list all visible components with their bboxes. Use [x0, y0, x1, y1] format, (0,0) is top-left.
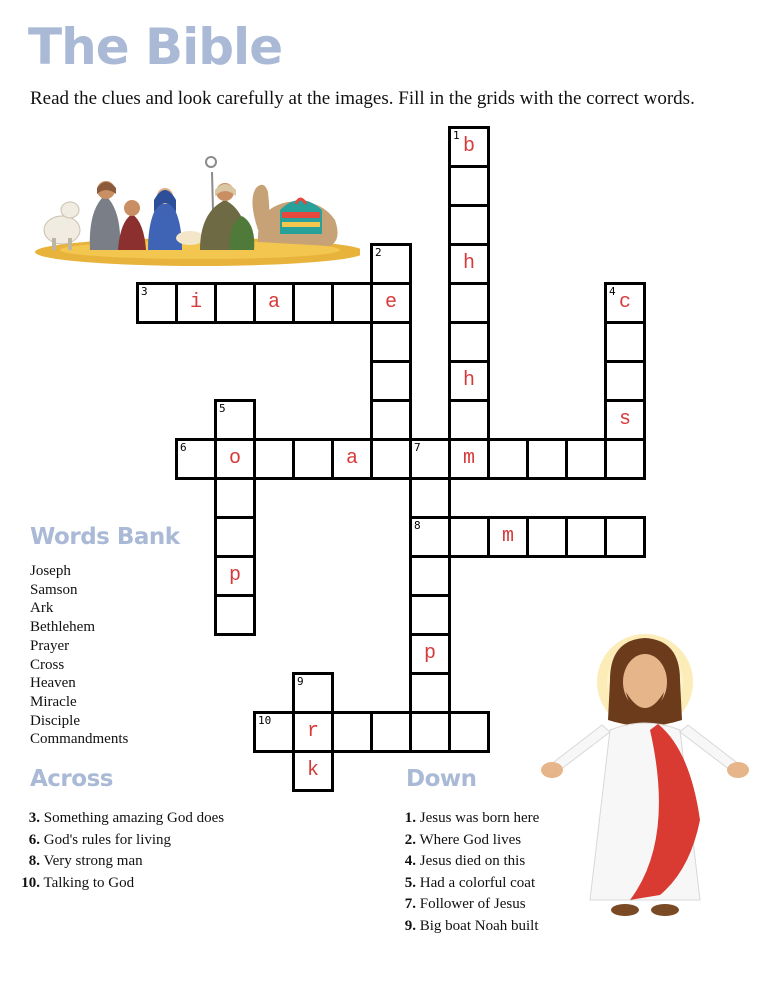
crossword-cell[interactable] [370, 399, 412, 441]
crossword-cell[interactable] [136, 282, 178, 324]
across-clue [16, 851, 224, 873]
crossword-cell[interactable] [253, 438, 295, 480]
given-letter: h [462, 252, 475, 275]
crossword-cell[interactable] [487, 516, 529, 558]
crossword-cell[interactable] [526, 438, 568, 480]
given-letter: e [384, 291, 397, 314]
crossword-cell[interactable] [565, 438, 607, 480]
crossword-cell[interactable] [409, 672, 451, 714]
clue-number-label: 9 [297, 675, 304, 688]
crossword-cell[interactable] [409, 555, 451, 597]
clue-number: 7. [404, 896, 416, 912]
given-letter: m [501, 525, 514, 548]
crossword-cell[interactable] [175, 282, 217, 324]
given-letter: k [306, 759, 319, 782]
across-clue [16, 873, 224, 895]
crossword-cell[interactable] [370, 438, 412, 480]
crossword-cell[interactable] [253, 711, 295, 753]
given-letter: m [462, 447, 475, 470]
crossword-cell[interactable] [370, 282, 412, 324]
clue-number-label: 10 [258, 714, 272, 727]
crossword-cell[interactable] [214, 555, 256, 597]
crossword-cell[interactable] [292, 672, 334, 714]
given-letter: p [423, 642, 436, 665]
clue-number-label: 5 [219, 402, 226, 415]
clue-text: Something amazing God does [43, 810, 225, 826]
crossword-cell[interactable] [448, 399, 490, 441]
crossword-cell[interactable] [604, 321, 646, 363]
crossword-cell[interactable] [526, 516, 568, 558]
crossword-cell[interactable] [448, 711, 490, 753]
down-clue [400, 851, 539, 873]
down-clue [400, 894, 539, 916]
crossword-cell[interactable] [448, 360, 490, 402]
given-letter: i [189, 291, 202, 314]
down-clue [400, 830, 539, 852]
crossword-cell[interactable] [448, 321, 490, 363]
clue-text: Very strong man [43, 853, 143, 869]
clue-text: Big boat Noah built [419, 917, 539, 934]
crossword-cell[interactable] [409, 516, 451, 558]
crossword-cell[interactable] [487, 438, 529, 480]
crossword-cell[interactable] [214, 594, 256, 636]
across-clue [16, 808, 224, 830]
given-letter: o [228, 447, 241, 470]
crossword-cell[interactable] [409, 438, 451, 480]
across-heading: Across [30, 766, 113, 792]
crossword-cell[interactable] [604, 282, 646, 324]
instructions: Read the clues and look carefully at the images. Fill in the grids with the correct words. [30, 88, 695, 109]
crossword-cell[interactable] [604, 399, 646, 441]
words-bank-word: Cross [30, 656, 65, 673]
crossword-cell[interactable] [370, 360, 412, 402]
words-bank-word: Ark [30, 600, 54, 617]
clue-number-label: 3 [141, 285, 148, 298]
down-heading: Down [406, 766, 477, 792]
words-bank-word: Commandments [30, 731, 129, 748]
crossword-cell[interactable] [409, 594, 451, 636]
clue-number: 6. [28, 831, 40, 848]
crossword-cell[interactable] [292, 282, 334, 324]
page-title: The Bible [28, 18, 283, 76]
given-letter: p [228, 564, 241, 587]
clue-number-label: 6 [180, 441, 187, 454]
words-bank-word: Prayer [30, 637, 70, 654]
crossword-cell[interactable] [565, 516, 607, 558]
down-clue [400, 808, 539, 830]
down-clue [400, 873, 539, 895]
clue-text: Jesus died on this [419, 853, 526, 869]
clue-text: Had a colorful coat [419, 874, 536, 891]
clue-number: 1. [404, 810, 416, 826]
clue-number-label: 7 [414, 441, 421, 454]
crossword-cell[interactable] [214, 399, 256, 441]
crossword-cell[interactable] [292, 750, 334, 792]
given-letter: c [618, 291, 631, 314]
down-clue [400, 916, 539, 938]
words-bank-word: Samson [30, 581, 78, 598]
nativity-illustration [30, 150, 360, 268]
crossword-cell[interactable] [370, 711, 412, 753]
words-bank-heading: Words Bank [30, 524, 180, 550]
clue-number: 8. [28, 853, 40, 869]
words-bank-word: Disciple [30, 712, 80, 729]
clue-number: 10. [21, 874, 40, 891]
crossword-cell[interactable] [409, 477, 451, 519]
crossword-cell[interactable] [448, 165, 490, 207]
clue-number: 2. [404, 831, 416, 848]
crossword-cell[interactable] [214, 477, 256, 519]
clue-text: Where God lives [419, 831, 522, 848]
crossword-cell[interactable] [409, 711, 451, 753]
words-bank-list [30, 562, 128, 749]
clue-number-label: 2 [375, 246, 382, 259]
crossword-cell[interactable] [370, 321, 412, 363]
clue-text: God's rules for living [43, 831, 172, 848]
crossword-cell[interactable] [370, 243, 412, 285]
crossword-cell[interactable] [409, 633, 451, 675]
crossword-cell[interactable] [292, 438, 334, 480]
crossword-cell[interactable] [331, 438, 373, 480]
given-letter: s [618, 408, 631, 431]
given-letter: a [267, 291, 280, 314]
clue-number: 5. [404, 874, 416, 891]
crossword-cell[interactable] [331, 711, 373, 753]
clue-number: 4. [404, 853, 416, 869]
clue-text: Jesus was born here [419, 810, 540, 826]
crossword-cell[interactable] [448, 126, 490, 168]
crossword-cell[interactable] [331, 282, 373, 324]
given-letter: h [462, 369, 475, 392]
words-bank-word: Heaven [30, 675, 76, 692]
words-bank-word: Joseph [30, 563, 71, 579]
clue-number-label: 8 [414, 519, 421, 532]
crossword-cell[interactable] [604, 516, 646, 558]
crossword-cell[interactable] [448, 204, 490, 246]
clue-number-label: 4 [609, 285, 616, 298]
crossword-cell[interactable] [604, 360, 646, 402]
clue-text: Talking to God [43, 874, 135, 891]
words-bank-word: Bethlehem [30, 619, 95, 636]
crossword-cell[interactable] [448, 282, 490, 324]
given-letter: b [462, 135, 475, 158]
crossword-cell[interactable] [292, 711, 334, 753]
crossword-cell[interactable] [214, 282, 256, 324]
given-letter: a [345, 447, 358, 470]
across-clues [16, 808, 224, 894]
clue-number-label: 1 [453, 129, 460, 142]
crossword-cell[interactable] [175, 438, 217, 480]
clue-number: 9. [404, 917, 416, 934]
crossword-cell[interactable] [253, 282, 295, 324]
crossword-cell[interactable] [448, 516, 490, 558]
crossword-cell[interactable] [448, 438, 490, 480]
across-clue [16, 830, 224, 852]
jesus-illustration [540, 620, 750, 930]
clue-text: Follower of Jesus [419, 896, 526, 912]
crossword-cell[interactable] [604, 438, 646, 480]
clue-number: 3. [28, 810, 40, 826]
crossword-cell[interactable] [214, 438, 256, 480]
down-clues [400, 808, 539, 937]
given-letter: r [306, 720, 319, 743]
crossword-cell[interactable] [214, 516, 256, 558]
crossword-cell[interactable] [448, 243, 490, 285]
words-bank-word: Miracle [30, 693, 77, 710]
